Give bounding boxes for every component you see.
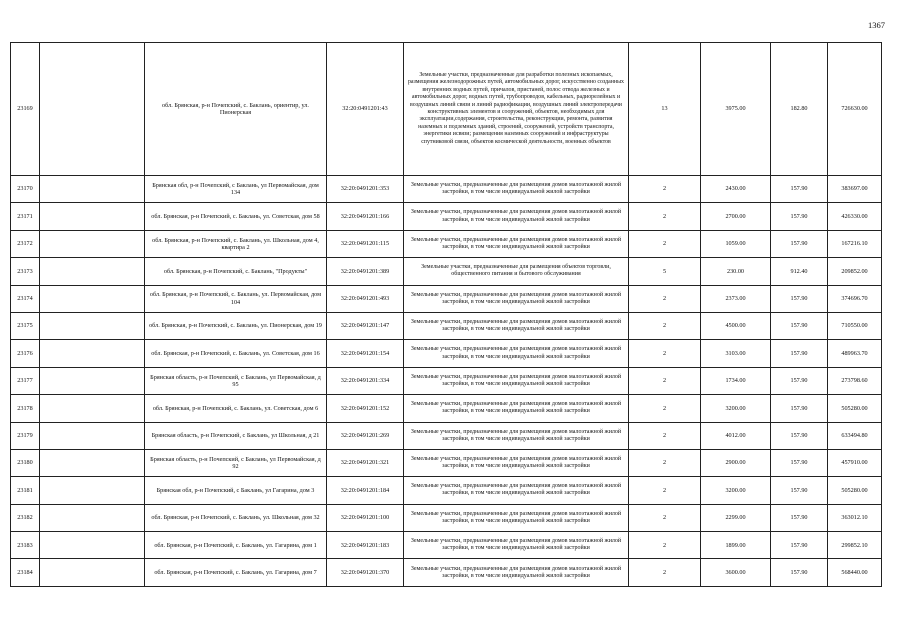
area-cell: 2430.00 bbox=[701, 176, 771, 203]
table-row bbox=[11, 312, 882, 339]
record-number-cell: 23178 bbox=[11, 395, 40, 422]
specific-value-cell: 157.90 bbox=[771, 422, 828, 449]
address-cell: Брянская область, р-н Почепский, с Баклань, ул Школьная, д 21 bbox=[145, 422, 327, 449]
area-cell: 2373.00 bbox=[701, 285, 771, 312]
cadastral-number-cell: 32:20:0491201:389 bbox=[327, 258, 404, 285]
group-cell: 2 bbox=[629, 230, 701, 257]
group-cell: 2 bbox=[629, 504, 701, 531]
cadastral-number-cell: 32:20:0491201:115 bbox=[327, 230, 404, 257]
blank-cell bbox=[40, 395, 145, 422]
land-use-cell: Земельные участки, предназначенные для размещения объектов торговли, общественного питания и бытового обслуживания bbox=[404, 258, 629, 285]
group-cell: 2 bbox=[629, 203, 701, 230]
cadastral-number-cell: 32:20:0491201:43 bbox=[327, 43, 404, 176]
cadastral-value-table bbox=[10, 42, 882, 587]
record-number-cell: 23174 bbox=[11, 285, 40, 312]
cadastral-value-cell: 568440.00 bbox=[828, 559, 882, 586]
address-cell: обл. Брянская, р-н Почепский, с. Баклань, ориентир, ул. Пионерская bbox=[145, 43, 327, 176]
cadastral-number-cell: 32:20:0491201:493 bbox=[327, 285, 404, 312]
cadastral-value-cell: 457910.00 bbox=[828, 449, 882, 476]
record-number-cell: 23175 bbox=[11, 312, 40, 339]
group-cell: 2 bbox=[629, 367, 701, 394]
specific-value-cell: 157.90 bbox=[771, 559, 828, 586]
record-number-cell: 23169 bbox=[11, 43, 40, 176]
address-cell: обл. Брянская, р-н Почепский, с. Баклань, ул. Советская, дом 58 bbox=[145, 203, 327, 230]
address-cell: обл. Брянская, р-н Почепский, с. Баклань, ул. Школьная, дом 32 bbox=[145, 504, 327, 531]
table-row bbox=[11, 258, 882, 285]
record-number-cell: 23172 bbox=[11, 230, 40, 257]
blank-cell bbox=[40, 477, 145, 504]
specific-value-cell: 157.90 bbox=[771, 203, 828, 230]
area-cell: 2700.00 bbox=[701, 203, 771, 230]
specific-value-cell: 157.90 bbox=[771, 449, 828, 476]
address-cell: обл. Брянская, р-н Почепский, с. Баклань, ул. Гагарина, дом 7 bbox=[145, 559, 327, 586]
blank-cell bbox=[40, 43, 145, 176]
specific-value-cell: 182.80 bbox=[771, 43, 828, 176]
group-cell: 2 bbox=[629, 395, 701, 422]
table-row bbox=[11, 43, 882, 176]
land-use-cell: Земельные участки, предназначенные для размещения домов малоэтажной жилой застройки, в том числе индивидуальной жилой застройки bbox=[404, 477, 629, 504]
table-row bbox=[11, 285, 882, 312]
specific-value-cell: 157.90 bbox=[771, 367, 828, 394]
record-number-cell: 23176 bbox=[11, 340, 40, 367]
cadastral-number-cell: 32:20:0491201:183 bbox=[327, 532, 404, 559]
area-cell: 3200.00 bbox=[701, 477, 771, 504]
cadastral-value-cell: 489963.70 bbox=[828, 340, 882, 367]
cadastral-value-cell: 363012.10 bbox=[828, 504, 882, 531]
cadastral-value-cell: 505280.00 bbox=[828, 395, 882, 422]
group-cell: 2 bbox=[629, 176, 701, 203]
address-cell: обл. Брянская, р-н Почепский, с. Баклань, ул. Школьная, дом 4, квартира 2 bbox=[145, 230, 327, 257]
address-cell: обл. Брянская, р-н Почепский, с. Баклань, ул. Гагарина, дом 1 bbox=[145, 532, 327, 559]
specific-value-cell: 157.90 bbox=[771, 532, 828, 559]
cadastral-value-cell: 710550.00 bbox=[828, 312, 882, 339]
record-number-cell: 23170 bbox=[11, 176, 40, 203]
address-cell: обл. Брянская, р-н Почепский, с. Баклань, ул. Первомайская, дом 104 bbox=[145, 285, 327, 312]
record-number-cell: 23180 bbox=[11, 449, 40, 476]
cadastral-value-cell: 167216.10 bbox=[828, 230, 882, 257]
land-use-cell: Земельные участки, предназначенные для размещения домов малоэтажной жилой застройки, в том числе индивидуальной жилой застройки bbox=[404, 449, 629, 476]
blank-cell bbox=[40, 449, 145, 476]
record-number-cell: 23171 bbox=[11, 203, 40, 230]
address-cell: обл. Брянская, р-н Почепский, с. Баклань, ул. Пионерская, дом 19 bbox=[145, 312, 327, 339]
address-cell: обл. Брянская, р-н Почепский, с. Баклань, "Продукты" bbox=[145, 258, 327, 285]
blank-cell bbox=[40, 203, 145, 230]
land-use-cell: Земельные участки, предназначенные для размещения домов малоэтажной жилой застройки, в том числе индивидуальной жилой застройки bbox=[404, 532, 629, 559]
cadastral-value-cell: 374696.70 bbox=[828, 285, 882, 312]
blank-cell bbox=[40, 559, 145, 586]
blank-cell bbox=[40, 340, 145, 367]
table-row bbox=[11, 422, 882, 449]
group-cell: 2 bbox=[629, 422, 701, 449]
table-body bbox=[11, 43, 882, 587]
record-number-cell: 23181 bbox=[11, 477, 40, 504]
specific-value-cell: 157.90 bbox=[771, 230, 828, 257]
group-cell: 2 bbox=[629, 477, 701, 504]
blank-cell bbox=[40, 258, 145, 285]
blank-cell bbox=[40, 367, 145, 394]
land-use-cell: Земельные участки, предназначенные для размещения домов малоэтажной жилой застройки, в том числе индивидуальной жилой застройки bbox=[404, 559, 629, 586]
cadastral-number-cell: 32:20:0491201:152 bbox=[327, 395, 404, 422]
table-row bbox=[11, 230, 882, 257]
cadastral-value-cell: 426330.00 bbox=[828, 203, 882, 230]
table-row bbox=[11, 504, 882, 531]
address-cell: обл. Брянская, р-н Почепский, с. Баклань, ул. Советская, дом 6 bbox=[145, 395, 327, 422]
cadastral-value-cell: 633494.80 bbox=[828, 422, 882, 449]
record-number-cell: 23182 bbox=[11, 504, 40, 531]
blank-cell bbox=[40, 532, 145, 559]
table-row bbox=[11, 203, 882, 230]
specific-value-cell: 157.90 bbox=[771, 340, 828, 367]
blank-cell bbox=[40, 285, 145, 312]
area-cell: 2900.00 bbox=[701, 449, 771, 476]
address-cell: Брянская обл, р-н Почепский, с Баклань, ул Гагарина, дом 3 bbox=[145, 477, 327, 504]
cadastral-number-cell: 32:20:0491201:321 bbox=[327, 449, 404, 476]
cadastral-number-cell: 32:20:0491201:184 bbox=[327, 477, 404, 504]
area-cell: 1059.00 bbox=[701, 230, 771, 257]
specific-value-cell: 157.90 bbox=[771, 312, 828, 339]
table-row bbox=[11, 367, 882, 394]
record-number-cell: 23173 bbox=[11, 258, 40, 285]
area-cell: 3103.00 bbox=[701, 340, 771, 367]
record-number-cell: 23184 bbox=[11, 559, 40, 586]
cadastral-value-cell: 273798.60 bbox=[828, 367, 882, 394]
cadastral-number-cell: 32:20:0491201:147 bbox=[327, 312, 404, 339]
table-row bbox=[11, 340, 882, 367]
cadastral-number-cell: 32:20:0491201:370 bbox=[327, 559, 404, 586]
cadastral-number-cell: 32:20:0491201:353 bbox=[327, 176, 404, 203]
area-cell: 1899.00 bbox=[701, 532, 771, 559]
address-cell: Брянская область, р-н Почепский, с Баклань, ул Первомайская, д 95 bbox=[145, 367, 327, 394]
cadastral-value-cell: 505280.00 bbox=[828, 477, 882, 504]
blank-cell bbox=[40, 504, 145, 531]
group-cell: 2 bbox=[629, 532, 701, 559]
land-use-cell: Земельные участки, предназначенные для размещения домов малоэтажной жилой застройки, в том числе индивидуальной жилой застройки bbox=[404, 422, 629, 449]
land-use-cell: Земельные участки, предназначенные для размещения домов малоэтажной жилой застройки, в том числе индивидуальной жилой застройки bbox=[404, 176, 629, 203]
cadastral-number-cell: 32:20:0491201:154 bbox=[327, 340, 404, 367]
land-use-cell: Земельные участки, предназначенные для размещения домов малоэтажной жилой застройки, в том числе индивидуальной жилой застройки bbox=[404, 367, 629, 394]
area-cell: 4500.00 bbox=[701, 312, 771, 339]
area-cell: 3200.00 bbox=[701, 395, 771, 422]
record-number-cell: 23183 bbox=[11, 532, 40, 559]
land-use-cell: Земельные участки, предназначенные для размещения домов малоэтажной жилой застройки, в том числе индивидуальной жилой застройки bbox=[404, 203, 629, 230]
specific-value-cell: 157.90 bbox=[771, 477, 828, 504]
blank-cell bbox=[40, 230, 145, 257]
table-row bbox=[11, 477, 882, 504]
area-cell: 3975.00 bbox=[701, 43, 771, 176]
group-cell: 2 bbox=[629, 449, 701, 476]
cadastral-value-cell: 299852.10 bbox=[828, 532, 882, 559]
blank-cell bbox=[40, 312, 145, 339]
blank-cell bbox=[40, 176, 145, 203]
group-cell: 2 bbox=[629, 312, 701, 339]
land-use-cell: Земельные участки, предназначенные для размещения домов малоэтажной жилой застройки, в том числе индивидуальной жилой застройки bbox=[404, 504, 629, 531]
cadastral-number-cell: 32:20:0491201:166 bbox=[327, 203, 404, 230]
land-use-cell: Земельные участки, предназначенные для разработки полезных ископаемых, размещения железнодорожных путей, автомобильных дорог, искусственно созданных внутренних водных путей, причалов, пристаней, полос отвода железных и автомобильных дорог, водных путей, трубопроводов, кабельных, радиорелейных и воздушных линий связи и линий радиофикации, воздушных линий электропередачи конструктивных элементов и сооружений, объектов, необходимых для эксплуатации,содержания, строительства, реконструкции, ремонта, развития наземных и подземных зданий, строений, сооружений, устройств транспорта, энергетики исвязи; размещения наземных сооружений и инфраструктуры спутниковой связи, объектов космической деятельности, военных объектов bbox=[404, 43, 629, 176]
area-cell: 3600.00 bbox=[701, 559, 771, 586]
address-cell: Брянская область, р-н Почепский, с Баклань, ул Первомайская, д 92 bbox=[145, 449, 327, 476]
land-use-cell: Земельные участки, предназначенные для размещения домов малоэтажной жилой застройки, в том числе индивидуальной жилой застройки bbox=[404, 230, 629, 257]
area-cell: 230.00 bbox=[701, 258, 771, 285]
specific-value-cell: 157.90 bbox=[771, 176, 828, 203]
group-cell: 5 bbox=[629, 258, 701, 285]
address-cell: обл. Брянская, р-н Почепский, с. Баклань, ул. Советская, дом 16 bbox=[145, 340, 327, 367]
cadastral-value-cell: 383697.00 bbox=[828, 176, 882, 203]
specific-value-cell: 157.90 bbox=[771, 504, 828, 531]
specific-value-cell: 157.90 bbox=[771, 285, 828, 312]
group-cell: 2 bbox=[629, 559, 701, 586]
cadastral-number-cell: 32:20:0491201:334 bbox=[327, 367, 404, 394]
table-row bbox=[11, 395, 882, 422]
cadastral-number-cell: 32:20:0491201:100 bbox=[327, 504, 404, 531]
page-number: 1367 bbox=[868, 20, 885, 30]
group-cell: 2 bbox=[629, 285, 701, 312]
table-row bbox=[11, 532, 882, 559]
group-cell: 2 bbox=[629, 340, 701, 367]
address-cell: Брянская обл, р-н Почепский, с Баклань, ул Первомайская, дом 134 bbox=[145, 176, 327, 203]
cadastral-value-cell: 209852.00 bbox=[828, 258, 882, 285]
land-use-cell: Земельные участки, предназначенные для размещения домов малоэтажной жилой застройки, в том числе индивидуальной жилой застройки bbox=[404, 340, 629, 367]
group-cell: 13 bbox=[629, 43, 701, 176]
table-row bbox=[11, 176, 882, 203]
land-use-cell: Земельные участки, предназначенные для размещения домов малоэтажной жилой застройки, в том числе индивидуальной жилой застройки bbox=[404, 395, 629, 422]
area-cell: 1734.00 bbox=[701, 367, 771, 394]
record-number-cell: 23177 bbox=[11, 367, 40, 394]
land-use-cell: Земельные участки, предназначенные для размещения домов малоэтажной жилой застройки, в том числе индивидуальной жилой застройки bbox=[404, 312, 629, 339]
cadastral-number-cell: 32:20:0491201:269 bbox=[327, 422, 404, 449]
specific-value-cell: 157.90 bbox=[771, 395, 828, 422]
cadastral-value-cell: 726630.00 bbox=[828, 43, 882, 176]
table-row bbox=[11, 449, 882, 476]
blank-cell bbox=[40, 422, 145, 449]
record-number-cell: 23179 bbox=[11, 422, 40, 449]
land-use-cell: Земельные участки, предназначенные для размещения домов малоэтажной жилой застройки, в том числе индивидуальной жилой застройки bbox=[404, 285, 629, 312]
area-cell: 4012.00 bbox=[701, 422, 771, 449]
area-cell: 2299.00 bbox=[701, 504, 771, 531]
table-row bbox=[11, 559, 882, 586]
specific-value-cell: 912.40 bbox=[771, 258, 828, 285]
